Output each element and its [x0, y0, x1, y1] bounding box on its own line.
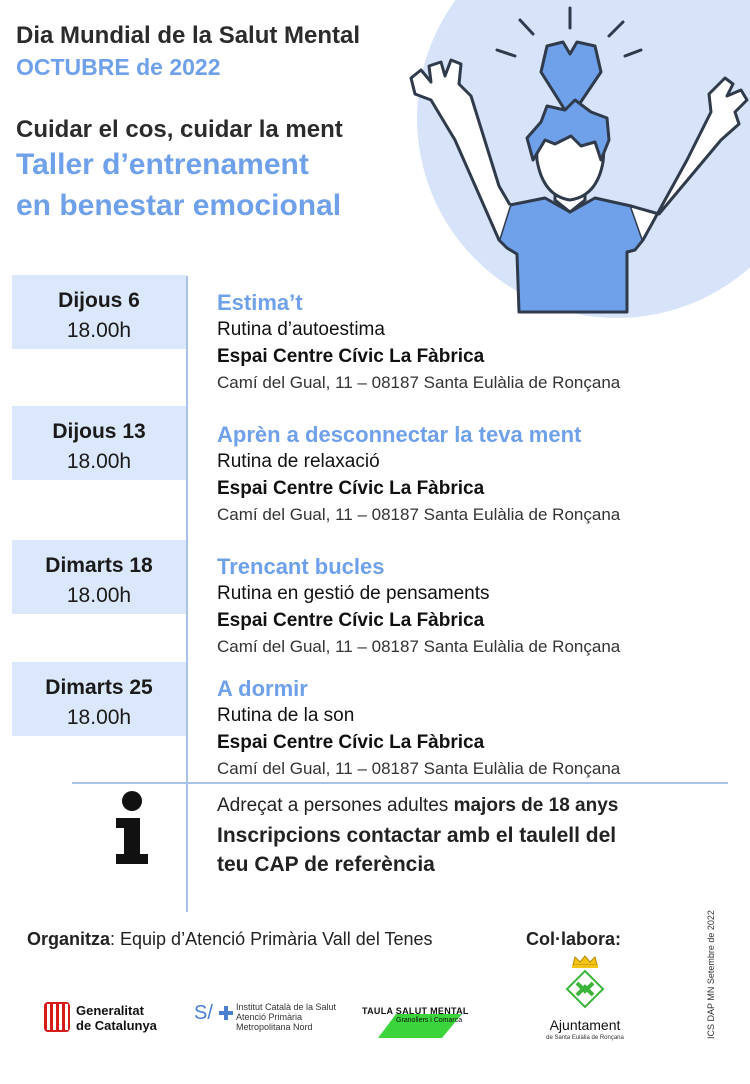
event-subtitle: Cuidar el cos, cuidar la ment [16, 116, 343, 143]
ics-mark: S/ [194, 1002, 213, 1024]
taula-text-2: Granollers i Comarca [396, 1017, 463, 1024]
session-1-address: Camí del Gual, 11 – 08187 Santa Eulàlia de Ronçana [217, 373, 621, 392]
workshop-title-line2: en benestar emocional [16, 189, 342, 222]
session-3-day: Dimarts 18 [45, 554, 153, 577]
session-4-address: Camí del Gual, 11 – 08187 Santa Eulàlia de Ronçana [217, 759, 621, 778]
event-title: Dia Mundial de la Salut Mental [16, 22, 361, 49]
ics-logo [194, 1000, 344, 1036]
info-icon [112, 788, 152, 868]
document-code-text: ICS DAP MN Setembre de 2022 [706, 910, 716, 1039]
ajuntament-text-1: Ajuntament [549, 1017, 621, 1033]
session-4-date [12, 662, 186, 736]
session-3-routine: Rutina en gestió de pensaments [217, 583, 490, 604]
session-4-time: 18.00h [66, 706, 132, 729]
organizer-name: : Equip d’Atenció Primària Vall del Tenes [110, 929, 433, 949]
taula-text-1: TAULA SALUT MENTAL [362, 1006, 469, 1016]
coat-of-arms-icon [557, 955, 613, 1015]
session-1-day: Dijous 6 [58, 289, 140, 312]
session-2 [217, 422, 737, 528]
session-3-date [12, 540, 186, 614]
ajuntament-text-2: de Santa Eulàlia de Ronçana [546, 1035, 624, 1041]
event-month: OCTUBRE de 2022 [16, 54, 221, 80]
session-1-title: Estima’t [217, 290, 303, 315]
organizer-label: Organitza [27, 929, 111, 949]
schedule-vertical-line [186, 276, 188, 912]
info-text [217, 793, 717, 879]
organizer [27, 929, 433, 950]
session-3-venue: Espai Centre Cívic La Fàbrica [217, 610, 485, 631]
document-code [700, 905, 720, 1040]
workshop-title-line1: Taller d’entrenament [16, 148, 309, 181]
session-4-day: Dimarts 25 [45, 676, 153, 699]
session-4-routine: Rutina de la son [217, 705, 355, 726]
session-2-address: Camí del Gual, 11 – 08187 Santa Eulàlia de Ronçana [217, 505, 621, 524]
session-2-day: Dijous 13 [52, 420, 146, 443]
generalitat-logo [44, 1002, 174, 1034]
session-2-title: Aprèn a desconnectar la teva ment [217, 422, 582, 447]
session-1-time: 18.00h [66, 319, 132, 342]
session-3-time: 18.00h [66, 584, 132, 607]
audience-line [217, 793, 717, 819]
session-2-routine: Rutina de relaxació [217, 451, 380, 472]
hero-illustration [395, 0, 750, 335]
session-3-address: Camí del Gual, 11 – 08187 Santa Eulàlia de Ronçana [217, 637, 621, 656]
ics-text-3: Metropolitana Nord [236, 1022, 313, 1032]
senyera-icon [44, 1002, 70, 1032]
ics-text-1: Institut Català de la Salut [236, 1002, 337, 1012]
audience-prefix: Adreçat a persones adultes [217, 795, 454, 816]
session-2-time: 18.00h [66, 450, 132, 473]
audience-age: majors de 18 anys [453, 795, 619, 816]
taula-salut-mental-logo [362, 1000, 477, 1040]
generalitat-text-1: Generalitat [76, 1003, 144, 1018]
session-1-venue: Espai Centre Cívic La Fàbrica [217, 346, 485, 367]
session-3 [217, 554, 737, 660]
registration-line1: Inscripcions contactar amb el taulell del [217, 824, 617, 847]
info-separator-line [72, 782, 728, 784]
generalitat-text-2: de Catalunya [76, 1018, 157, 1033]
session-4 [217, 676, 737, 782]
ajuntament-logo [530, 955, 640, 1050]
registration-line2: teu CAP de referència [217, 853, 435, 876]
session-1-routine: Rutina d’autoestima [217, 319, 385, 340]
ics-cross-icon [219, 1006, 233, 1020]
session-2-venue: Espai Centre Cívic La Fàbrica [217, 478, 485, 499]
ics-text-2: Atenció Primària [236, 1012, 303, 1022]
session-3-title: Trencant bucles [217, 554, 385, 579]
session-1 [217, 290, 737, 396]
session-4-title: A dormir [217, 676, 308, 701]
session-4-venue: Espai Centre Cívic La Fàbrica [217, 732, 485, 753]
session-2-date [12, 406, 186, 480]
collaborator-label: Col·labora: [526, 929, 622, 949]
session-1-date [12, 275, 186, 349]
